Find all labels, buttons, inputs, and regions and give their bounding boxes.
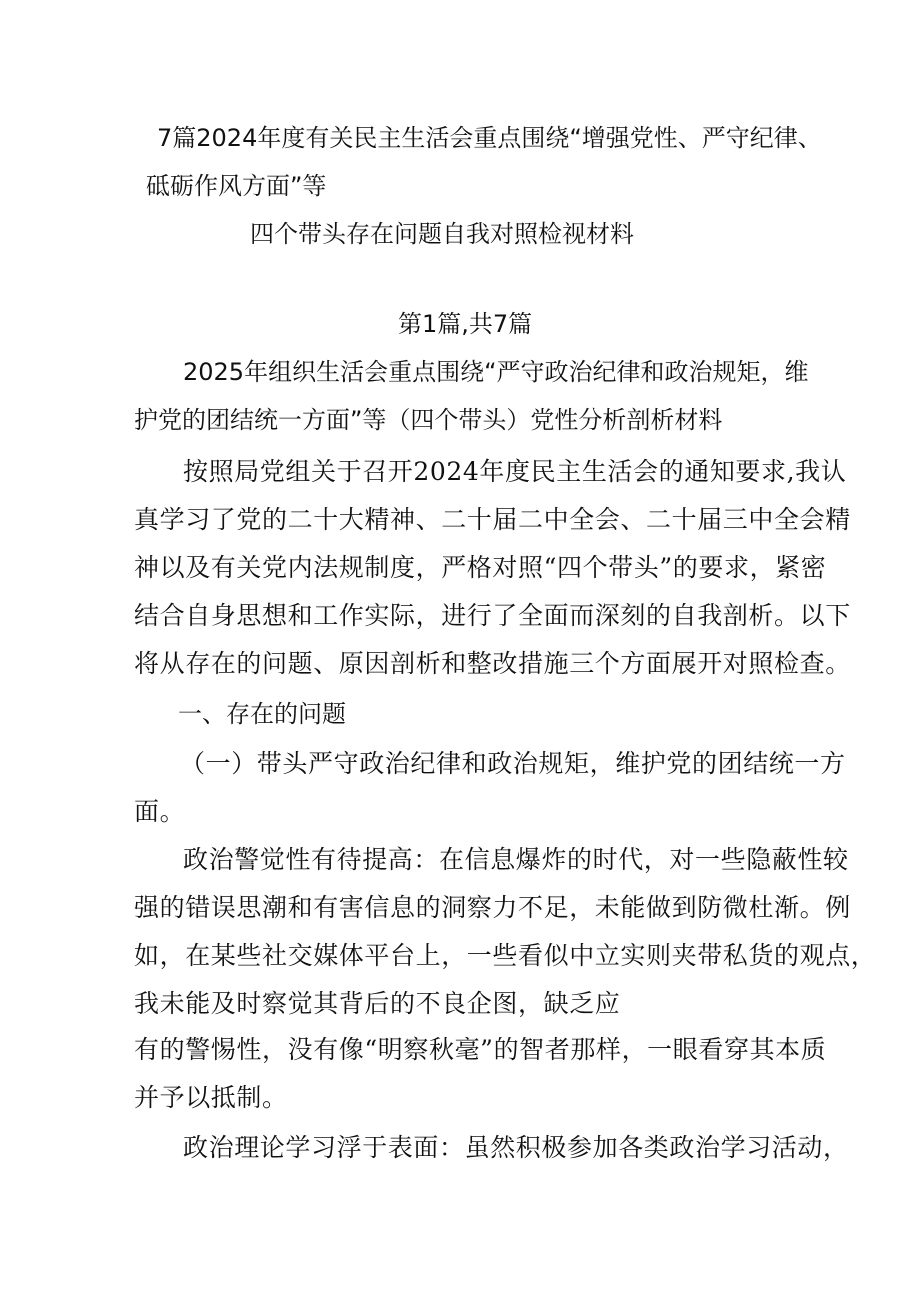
paragraph-1-line-1: 按照局党组关于召开2024年度民主生活会的通知要求,我认 — [183, 457, 847, 486]
document-title-line-1: 7篇2024年度有关民主生活会重点围绕“增强党性、严守纪律、 — [157, 124, 822, 152]
subtitle-line-1: 2025年组织生活会重点围绕“严守政治纪律和政治规矩，维 — [183, 358, 809, 386]
paragraph-2-line-4: 我未能及时察觉其背后的不良企图，缺乏应 — [134, 989, 621, 1018]
paragraph-1-line-5: 将从存在的问题、原因剖析和整改措施三个方面展开对照检查。 — [134, 649, 851, 678]
part-label: 第1篇,共7篇 — [398, 310, 533, 338]
document-title-line-3: 四个带头存在问题自我对照检视材料 — [250, 220, 634, 248]
paragraph-2-line-3: 如，在某些社交媒体平台上，一些看似中立实则夹带私货的观点， — [134, 941, 877, 970]
paragraph-1-line-3: 神以及有关党内法规制度，严格对照“四个带头”的要求，紧密 — [134, 553, 827, 582]
paragraph-2-line-2: 强的错误思潮和有害信息的洞察力不足，未能做到防微杜渐。例 — [134, 893, 851, 922]
paragraph-1-line-4: 结合自身思想和工作实际，进行了全面而深刻的自我剖析。以下 — [134, 601, 851, 630]
subtitle-line-2: 护党的团结统一方面”等（四个带头）党性分析剖析材料 — [134, 406, 723, 434]
subsection-1-line-2: 面。 — [134, 797, 186, 826]
paragraph-2-line-5: 有的警惕性，没有像“明察秋毫”的智者那样，一眼看穿其本质 — [134, 1035, 827, 1064]
subsection-1-line-1: （一）带头严守政治纪律和政治规矩，维护党的团结统一方 — [180, 749, 846, 778]
paragraph-1-line-2: 真学习了党的二十大精神、二十届二中全会、二十届三中全会精 — [134, 505, 851, 534]
paragraph-2-line-6: 并予以抵制。 — [134, 1083, 288, 1112]
section-heading-1: 一、存在的问题 — [178, 700, 346, 728]
paragraph-2-line-1: 政治警觉性有待提高：在信息爆炸的时代，对一些隐蔽性较 — [183, 845, 849, 874]
paragraph-3-line-1: 政治理论学习浮于表面：虽然积极参加各类政治学习活动， — [183, 1133, 849, 1162]
document-title-line-2: 砥砺作风方面”等 — [146, 172, 327, 200]
